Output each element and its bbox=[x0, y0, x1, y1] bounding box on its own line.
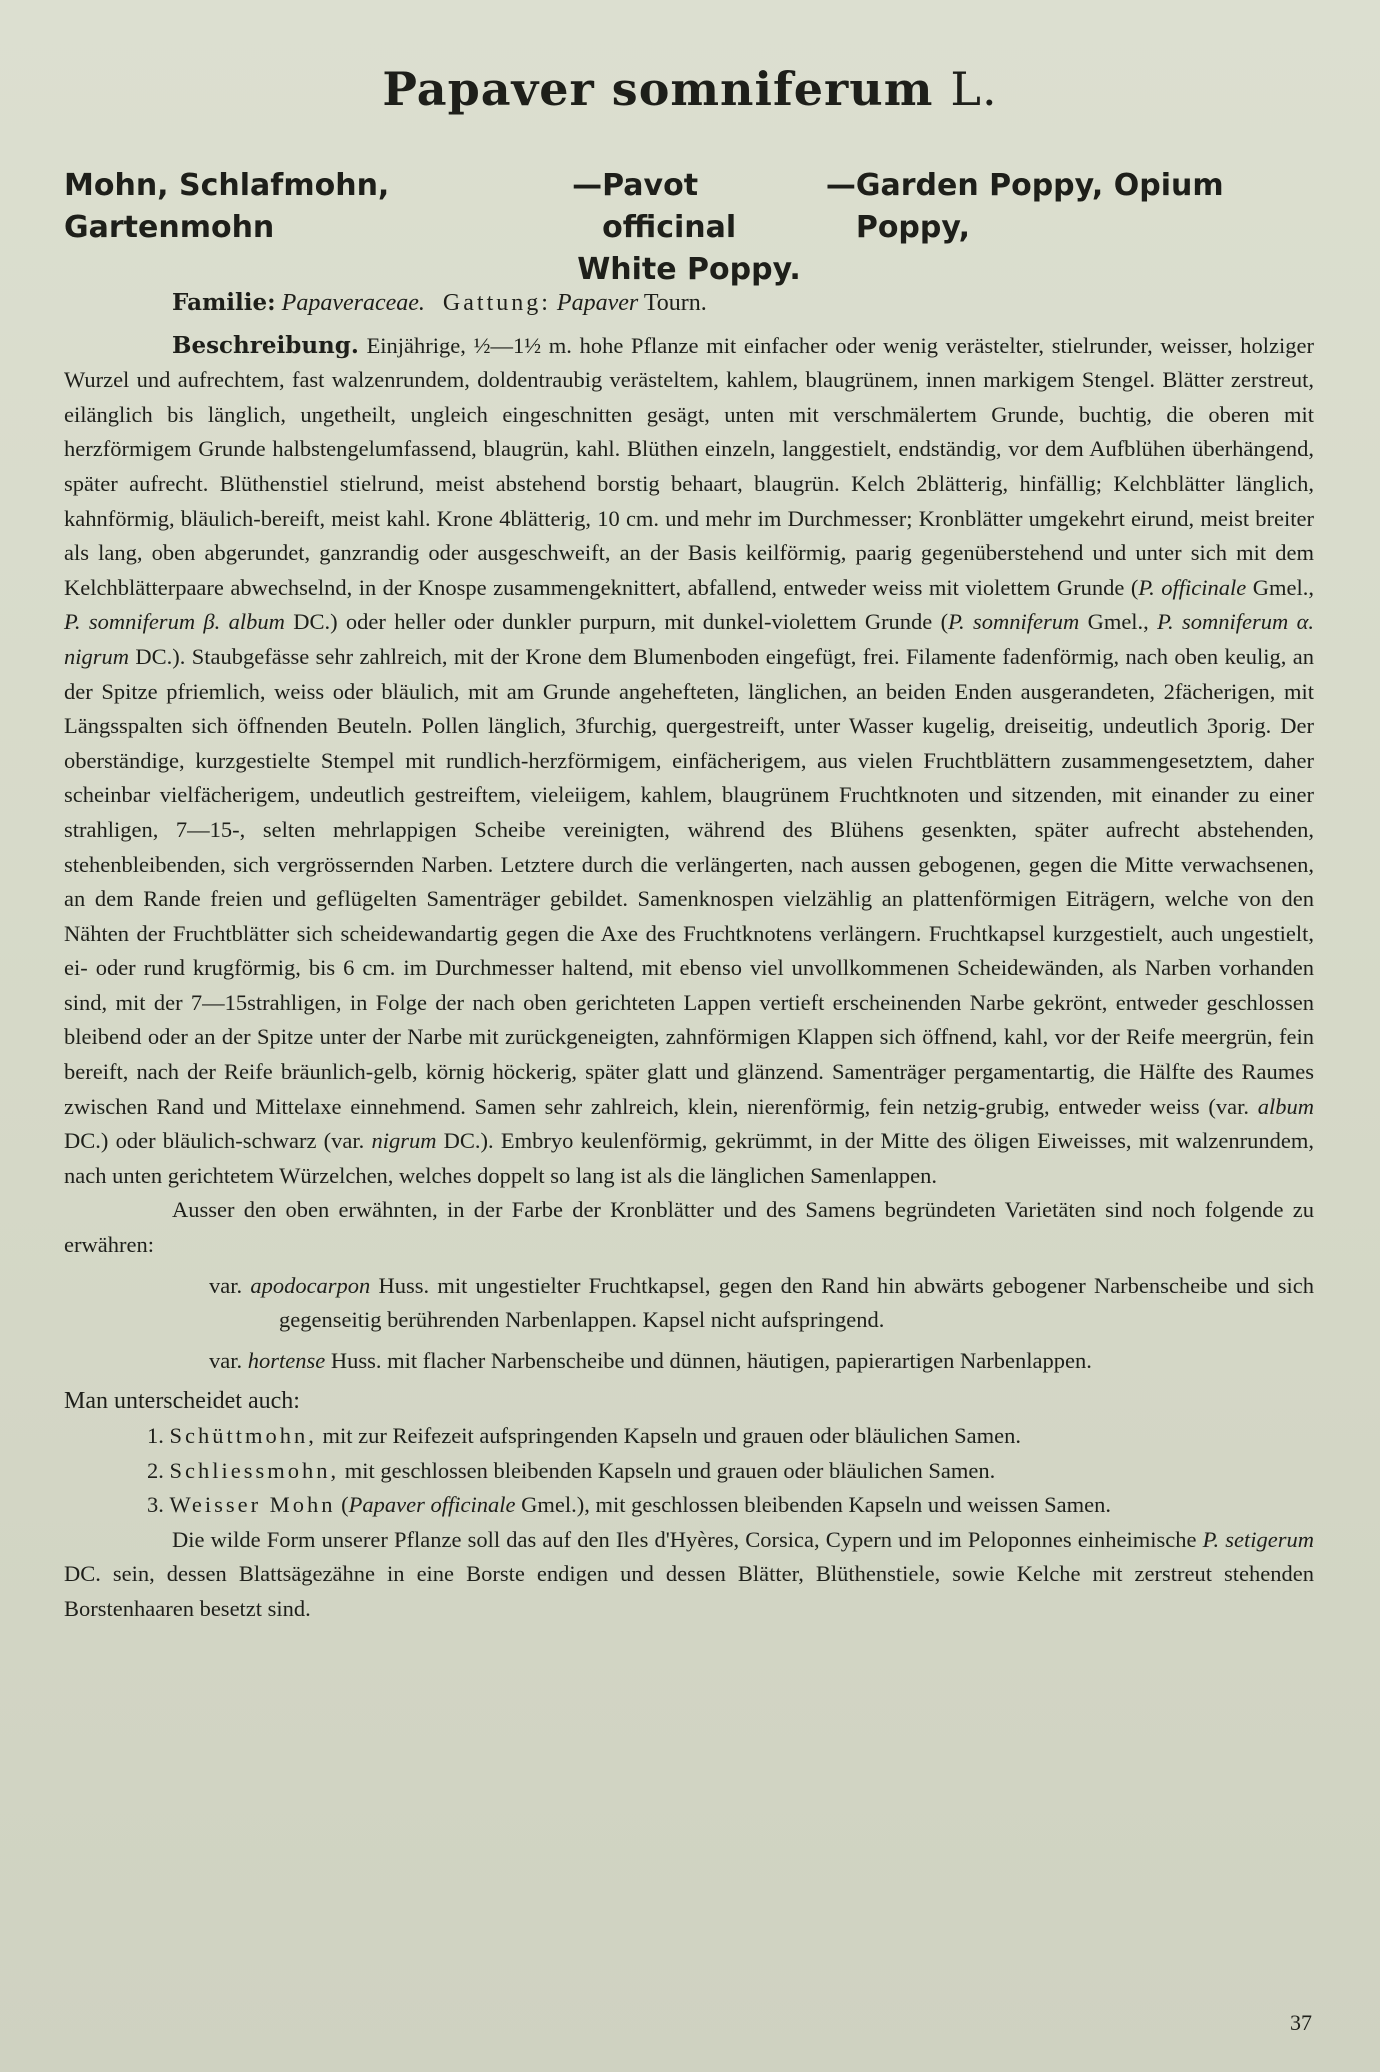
list-item bbox=[64, 1454, 1314, 1489]
text-body bbox=[64, 286, 1314, 1627]
family-value: Papaveraceae. bbox=[281, 290, 425, 316]
german-names: Mohn, Schlafmohn, Gartenmohn bbox=[64, 168, 390, 245]
list-item bbox=[64, 1488, 1314, 1523]
wild-text: DC. sein, dessen Blattsägezähne in eine Borste endigen und dessen Blätter, Blüthenstiele, sowie Kelche mit zerstreut stehenden Borstenhaaren besetzt sind. bbox=[64, 1561, 1314, 1621]
common-names-row bbox=[64, 165, 1314, 249]
distinguish-intro: Man unterscheidet auch: bbox=[64, 1388, 300, 1415]
common-names bbox=[64, 165, 1314, 291]
item-number: 2. bbox=[147, 1457, 170, 1483]
item-text: ( bbox=[335, 1492, 349, 1518]
description-text: Gmel., bbox=[1079, 609, 1158, 635]
species-ref: P. setigerum bbox=[1202, 1526, 1314, 1552]
item-text: Gmel.), mit geschlossen bleibenden Kapseln und weissen Samen. bbox=[515, 1492, 1112, 1518]
description-text: Einjährige, ½—1½ m. hohe Pflanze mit einfacher oder wenig verästelter, stielrunder, weisser, holziger Wurzel und aufrechtem, fast walzenrundem, doldentraubig verästeltem, kahlem, blaugrünem, innen markigem Stengel. Blätter zerstreut, eilänglich bis länglich, ungetheilt, ungleich eingeschnitten gesägt, unten mit verschmälertem Grunde, buchtig, die oberen mit herzförmigem Grunde halbstengelumfassend, blaugrün, kahl. Blüthen einzeln, langgestielt, endständig, vor dem Aufblühen überhängend, später aufrecht. Blüthenstiel stielrund, meist abstehend borstig behaart, blaugrün. Kelch 2blätterig, hinfällig; Kelchblätter länglich, kahnförmig, bläulich-bereift, meist kahl. Krone 4blätterig, 10 cm. und mehr im Durchmesser; Kronblätter umgekehrt eirund, meist breiter als lang, oben abgerundet, ganzrandig oder ausgeschweift, an der Basis keilförmig, paarig gegenüberstehend und unter sich mit dem Kelchblätterpaare abwechselnd, in der Knospe zusammengeknittert, abfallend, entweder weiss mit violettem Grunde ( bbox=[64, 332, 1314, 600]
variety-ref: nigrum bbox=[371, 1128, 437, 1154]
genus-author: Tourn. bbox=[643, 290, 707, 316]
family-line bbox=[64, 286, 1314, 321]
description-text: DC.). Embryo keulenförmig, gekrümmt, in der Mitte des öligen Eiweisses, mit walzenrundem, nach unten gerichtetem Würzelchen, welches doppelt so lang ist als die länglichen Samenlappen. bbox=[64, 1128, 1314, 1188]
variety-apodocarpon bbox=[64, 1269, 1314, 1338]
english-names-continued: White Poppy. bbox=[577, 252, 801, 287]
variety-prefix: var. bbox=[209, 1272, 251, 1298]
variety-name: apodocarpon bbox=[250, 1272, 371, 1298]
variety-text: Huss. mit flacher Narbenscheibe und dünnen, häutigen, papierartigen Narbenlappen. bbox=[325, 1347, 1092, 1373]
item-name: Schüttmohn, bbox=[169, 1423, 317, 1448]
french-name: Pavot officinal bbox=[602, 168, 737, 245]
variety-text: Huss. mit ungestielter Fruchtkapsel, gegen den Rand hin abwärts gebogener Narbenscheibe und sich gegenseitig berührenden Narbenlappen. Kapsel nicht aufspringend. bbox=[279, 1272, 1314, 1333]
genus-value: Papaver bbox=[556, 290, 639, 316]
species-ref: Papaver officinale bbox=[348, 1492, 516, 1518]
species-author: L. bbox=[950, 62, 998, 116]
english-names: Garden Poppy, Opium Poppy, bbox=[855, 168, 1224, 245]
genus-label: Gattung: bbox=[442, 290, 551, 316]
dash: — bbox=[572, 168, 603, 203]
item-text: mit geschlossen bleibenden Kapseln und grauen oder bläulichen Samen. bbox=[339, 1457, 996, 1483]
variety-ref: album bbox=[1257, 1093, 1314, 1119]
item-number: 1. bbox=[147, 1423, 170, 1448]
item-text: mit zur Reifezeit aufspringenden Kapseln und grauen oder bläulichen Samen. bbox=[316, 1423, 1022, 1448]
family-label: Familie: bbox=[172, 289, 276, 316]
species-title bbox=[0, 62, 1380, 116]
description-text: DC.) oder bläulich-schwarz (var. bbox=[64, 1128, 372, 1154]
list-item bbox=[64, 1419, 1314, 1454]
page-number: 37 bbox=[1290, 2010, 1312, 2035]
varieties-intro: Ausser den oben erwähnten, in der Farbe der Kronblätter und des Samens begründeten Varietäten sind noch folgende zu erwähren: bbox=[64, 1197, 1314, 1258]
wild-form-paragraph bbox=[64, 1523, 1314, 1627]
description-text: DC.). Staubgefässe sehr zahlreich, mit der Krone dem Blumenboden eingefügt, frei. Filamente fadenförmig, nach oben keulig, an der Spitze pfriemlich, weiss oder bläulich, mit am Grunde angehefteten, länglichen, an beiden Enden ausgerandeten, 2fächerigen, mit Längsspalten sich öffnenden Beuteln. Pollen länglich, 3furchig, quergestreift, unter Wasser kugelig, dreiseitig, undeutlich 3porig. Der oberständige, kurzgestielte Stempel mit rundlich-herzförmigem, einfächerigem, aus vielen Fruchtblättern zusammengesetztem, daher scheinbar vielfächerigem, undeutlich gestreiftem, vieleiigem, kahlem, blaugrünem Fruchtknoten und sitzenden, mit einander zu einer strahligen, 7—15-, selten mehrlappigen Scheibe vereinigten, während des Blühens gesenkten, später aufrecht abstehenden, stehenbleibenden, sich vergrössernden Narben. Letztere durch die verlängerten, nach aussen gebogenen, gegen die Mitte verwachsenen, an dem Rande freien und geflügelten Samenträger gebildet. Samenknospen vielzählig an plattenförmigen Eiträgern, welche von den Nähten der Fruchtblätter sich scheidewandartig gegen die Axe des Fruchtknotens verlängern. Fruchtkapsel kurzgestielt, auch ungestielt, ei- oder rund krugförmig, bis 6 cm. im Durchmesser haltend, mit ebenso viel unvollkommenen Scheidewänden, als Narben vorhanden sind, mit der 7—15strahligen, in Folge der nach oben gerichteten Lappen vertieft erscheinenden Narbe gekrönt, entweder geschlossen bleibend oder an der Spitze unter der Narbe mit zurückgeneigten, zahnförmigen Klappen sich öffnend, kahl, vor der Reife meergrün, fein bereift, nach der Reife bräunlich-gelb, körnig höckerig, später glatt und glänzend. Samenträger pergamentartig, die Hälfte des Raumes zwischen Rand und Mittelaxe einnehmend. Samen sehr zahlreich, klein, nierenförmig, fein netzig-grubig, entweder weiss (var. bbox=[64, 643, 1314, 1119]
item-name: Weisser Mohn bbox=[169, 1492, 336, 1518]
species-name: Papaver somniferum bbox=[382, 62, 934, 116]
species-ref: P. officinale bbox=[1138, 574, 1247, 600]
variety-prefix: var. bbox=[209, 1347, 248, 1373]
species-ref: P. somniferum bbox=[948, 609, 1080, 635]
description-text: Gmel., bbox=[1246, 574, 1314, 600]
variety-hortense bbox=[64, 1344, 1314, 1379]
item-name: Schliessmohn, bbox=[169, 1457, 340, 1483]
species-ref: P. somniferum β. album bbox=[64, 609, 285, 635]
description-paragraph bbox=[64, 329, 1314, 1194]
description-text: DC.) oder heller oder dunkler purpurn, mit dunkel-violettem Grunde ( bbox=[284, 609, 949, 635]
description-label: Beschreibung. bbox=[172, 331, 359, 359]
wild-text: Die wilde Form unserer Pflanze soll das auf den Iles d'Hyères, Corsica, Cypern und im Peloponnes einheimische bbox=[172, 1526, 1203, 1552]
species-ref: P. somniferum α. nigrum bbox=[64, 609, 1315, 669]
variety-name: hortense bbox=[247, 1347, 326, 1373]
item-number: 3. bbox=[147, 1492, 170, 1518]
dash: — bbox=[825, 168, 856, 203]
